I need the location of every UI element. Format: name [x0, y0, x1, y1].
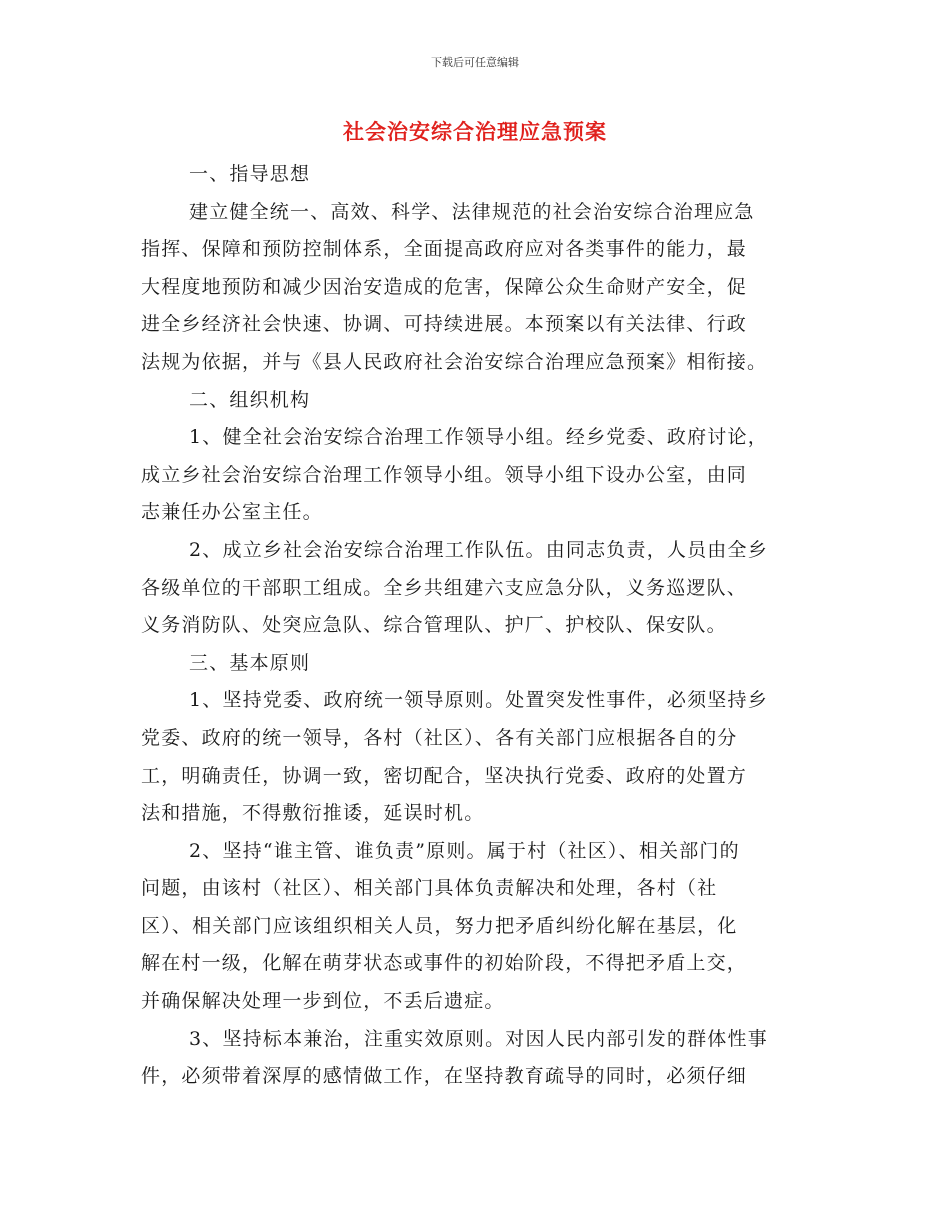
text-line: 进全乡经济社会快速、协调、可持续进展。本预案以有关法律、行政 [141, 313, 748, 336]
document-body [141, 156, 813, 1096]
text-line: 并确保解决处理一步到位，不丢后遗症。 [141, 990, 505, 1013]
text-line: 1、健全社会治安综合治理工作领导小组。经乡党委、政府讨论， [189, 426, 768, 449]
text-line: 建立健全统一、高效、科学、法律规范的社会治安综合治理应急 [189, 200, 755, 223]
text-line: 党委、政府的统一领导，各村（社区）、各有关部门应根据各自的分 [141, 726, 738, 749]
text-line: 法和措施，不得敷衍推诿，延误时机。 [141, 802, 485, 825]
text-line: 1、坚持党委、政府统一领导原则。处置突发性事件，必须坚持乡 [189, 689, 768, 712]
document-title: 社会治安综合治理应急预案 [343, 120, 607, 144]
text-line: 志兼任办公室主任。 [141, 501, 323, 524]
text-line: 一、指导思想 [189, 163, 311, 185]
text-line: 件，必须带着深厚的感情做工作，在坚持教育疏导的同时，必须仔细 [141, 1065, 748, 1088]
header-note: 下载后可任意编辑 [431, 56, 519, 69]
text-line: 2、坚持“谁主管、谁负责”原则。属于村（社区）、相关部门的 [189, 839, 740, 862]
text-line: 2、成立乡社会治安综合治理工作队伍。由同志负责，人员由全乡 [189, 538, 768, 561]
text-line: 问题，由该村（社区）、相关部门具体负责解决和处理，各村（社 [141, 877, 718, 900]
text-line: 解在村一级，化解在萌芽状态或事件的初始阶段，不得把矛盾上交， [141, 952, 748, 975]
text-line: 三、基本原则 [189, 651, 311, 674]
text-line: 二、组织机构 [189, 388, 311, 411]
text-line: 大程度地预防和减少因治安造成的危害，保障公众生命财产安全，促 [141, 275, 748, 298]
text-line: 工，明确责任，协调一致，密切配合，坚决执行党委、政府的处置方 [141, 764, 748, 787]
text-line: 区）、相关部门应该组织相关人员，努力把矛盾纠纷化解在基层，化 [141, 914, 738, 937]
text-line: 3、坚持标本兼治，注重实效原则。对因人民内部引发的群体性事 [189, 1027, 768, 1050]
text-line: 义务消防队、处突应急队、综合管理队、护厂、护校队、保安队。 [141, 614, 727, 637]
text-line: 各级单位的干部职工组成。全乡共组建六支应急分队，义务巡逻队、 [141, 576, 748, 599]
text-line: 成立乡社会治安综合治理工作领导小组。领导小组下设办公室，由同 [141, 463, 748, 486]
text-line: 法规为依据，并与《县人民政府社会治安综合治理应急预案》相衔接。 [141, 350, 768, 373]
text-line: 指挥、保障和预防控制体系，全面提高政府应对各类事件的能力，最 [141, 238, 748, 261]
